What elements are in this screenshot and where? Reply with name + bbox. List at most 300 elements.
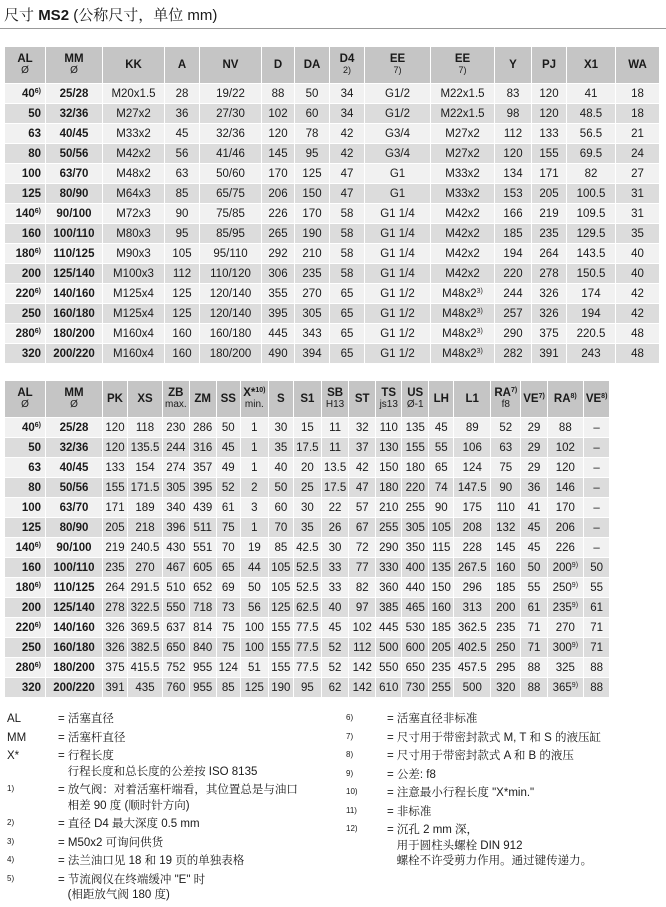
table-cell bbox=[295, 344, 330, 364]
cell-value: 160 bbox=[431, 601, 451, 614]
header-label: KK bbox=[125, 58, 142, 71]
cell-value: 45 bbox=[527, 541, 541, 554]
table-cell bbox=[128, 678, 163, 698]
cell-value: 63 bbox=[499, 441, 513, 454]
table-cell bbox=[402, 658, 429, 678]
cell-value: 243 bbox=[581, 347, 601, 360]
cell-value: 171 bbox=[539, 167, 559, 180]
table-cell bbox=[295, 164, 330, 184]
cell-value: 77.5 bbox=[296, 641, 319, 654]
table-cell bbox=[532, 304, 567, 324]
cell-value: 235 bbox=[552, 601, 572, 614]
table-cell bbox=[241, 558, 269, 578]
table-cell bbox=[103, 104, 165, 124]
table-row bbox=[5, 538, 610, 558]
cell-value: 267.5 bbox=[457, 561, 487, 574]
table-cell bbox=[495, 224, 532, 244]
header-label: AL bbox=[17, 387, 33, 399]
footnote-key: AL bbox=[7, 713, 22, 725]
table-cell bbox=[165, 164, 200, 184]
table-cell bbox=[548, 538, 584, 558]
cell-value: M160x4 bbox=[113, 347, 154, 360]
table-cell bbox=[454, 558, 491, 578]
table-cell bbox=[103, 478, 128, 498]
table-cell bbox=[454, 538, 491, 558]
cell-value: 391 bbox=[105, 681, 125, 694]
table-cell bbox=[532, 344, 567, 364]
table-cell bbox=[330, 184, 365, 204]
title-divider bbox=[0, 28, 666, 29]
header-footnote: 7) bbox=[510, 387, 518, 394]
table-cell bbox=[584, 498, 611, 518]
cell-value: M48x2 bbox=[442, 307, 477, 320]
cell-value: 143.5 bbox=[576, 247, 606, 260]
table-cell bbox=[128, 478, 163, 498]
footnote-ref: 6) bbox=[34, 421, 41, 429]
header-label: DA bbox=[303, 58, 321, 71]
column-header bbox=[190, 381, 217, 418]
table-row bbox=[5, 304, 660, 324]
footnote-ref: 3) bbox=[476, 327, 483, 335]
footnote-key: 6) bbox=[346, 713, 354, 722]
table-cell bbox=[294, 478, 322, 498]
table-cell bbox=[190, 638, 217, 658]
cell-value: 730 bbox=[405, 681, 425, 694]
cell-value: 61 bbox=[527, 601, 541, 614]
footnote-ref: 6) bbox=[34, 247, 41, 255]
cell-value: 89 bbox=[465, 421, 479, 434]
cell-value: 27/30 bbox=[216, 107, 245, 120]
table-cell bbox=[567, 164, 616, 184]
footnote bbox=[346, 768, 661, 784]
cell-value: 65/75 bbox=[216, 187, 245, 200]
cell-value: 180 bbox=[15, 581, 35, 594]
table-cell bbox=[548, 618, 584, 638]
table-cell bbox=[330, 324, 365, 344]
cell-value: 125 bbox=[172, 307, 192, 320]
table-cell bbox=[521, 578, 548, 598]
table-cell bbox=[495, 104, 532, 124]
cell-value: 210 bbox=[379, 501, 399, 514]
table-cell bbox=[616, 84, 660, 104]
cell-value: 652 bbox=[193, 581, 213, 594]
cell-value: 135.5 bbox=[130, 441, 160, 454]
table-cell bbox=[349, 618, 376, 638]
table-cell bbox=[616, 144, 660, 164]
table-cell bbox=[616, 224, 660, 244]
cell-value: 50/56 bbox=[59, 481, 89, 494]
cell-value: 325 bbox=[555, 661, 575, 674]
table-row bbox=[5, 458, 610, 478]
cell-value: 146 bbox=[555, 481, 575, 494]
table-row bbox=[5, 104, 660, 124]
cell-value: 160 bbox=[172, 327, 192, 340]
table-cell bbox=[295, 244, 330, 264]
table-cell bbox=[567, 224, 616, 244]
table-cell bbox=[262, 144, 295, 164]
cell-value: 1 bbox=[251, 441, 258, 454]
cell-value: 19/22 bbox=[216, 87, 245, 100]
rod-diameter-cell bbox=[46, 264, 103, 284]
column-header bbox=[454, 381, 491, 418]
column-header bbox=[429, 381, 454, 418]
cell-value: 145 bbox=[268, 147, 288, 160]
cell-value: 65 bbox=[340, 287, 354, 300]
table-cell bbox=[491, 678, 521, 698]
cell-value: 120 bbox=[503, 147, 523, 160]
cell-value: 355 bbox=[268, 287, 288, 300]
cell-value: 67 bbox=[355, 521, 369, 534]
table-cell bbox=[584, 438, 611, 458]
footnote-key: 12) bbox=[346, 824, 358, 833]
table-cell bbox=[584, 538, 611, 558]
table-cell bbox=[163, 598, 190, 618]
cell-value: 510 bbox=[166, 581, 186, 594]
cell-value: 180/200 bbox=[53, 327, 95, 340]
table-cell bbox=[241, 598, 269, 618]
table-cell bbox=[521, 458, 548, 478]
title-prefix: 尺寸 bbox=[4, 7, 35, 24]
cell-value: M42x2 bbox=[445, 227, 480, 240]
cell-value: 120/140 bbox=[209, 307, 252, 320]
table-cell bbox=[200, 324, 262, 344]
table-cell bbox=[128, 498, 163, 518]
title-code: MS2 bbox=[38, 7, 70, 24]
cell-value: 394 bbox=[302, 347, 322, 360]
table-cell bbox=[376, 478, 402, 498]
cell-value: 60 bbox=[274, 501, 288, 514]
cell-value: 290 bbox=[503, 327, 523, 340]
cell-value: 29 bbox=[527, 421, 541, 434]
rod-diameter-cell bbox=[46, 244, 103, 264]
cell-value: 65 bbox=[340, 327, 354, 340]
table-cell bbox=[200, 104, 262, 124]
table-cell bbox=[262, 224, 295, 244]
table-cell bbox=[241, 478, 269, 498]
cell-value: 170 bbox=[268, 167, 288, 180]
table-cell bbox=[349, 598, 376, 618]
cell-value: 42 bbox=[340, 147, 354, 160]
table-cell bbox=[217, 598, 241, 618]
cell-value: 175 bbox=[462, 501, 482, 514]
cell-value: 550 bbox=[379, 661, 399, 674]
table-cell bbox=[495, 204, 532, 224]
footnote-ref: 6) bbox=[34, 581, 41, 589]
header-label: MM bbox=[64, 53, 84, 65]
cell-value: 375 bbox=[105, 661, 125, 674]
cell-value: 357 bbox=[193, 461, 213, 474]
cell-value: 80 bbox=[28, 147, 41, 160]
table-cell bbox=[163, 578, 190, 598]
cell-value: 125 bbox=[244, 681, 264, 694]
cell-value: 814 bbox=[193, 621, 213, 634]
table-cell bbox=[376, 618, 402, 638]
table-cell bbox=[128, 558, 163, 578]
cell-value: 47 bbox=[340, 187, 354, 200]
cell-value: 160/180 bbox=[209, 327, 252, 340]
cell-value: 291.5 bbox=[130, 581, 160, 594]
table-cell bbox=[402, 518, 429, 538]
cell-value: 171.5 bbox=[130, 481, 160, 494]
table-cell bbox=[295, 184, 330, 204]
table-cell bbox=[294, 538, 322, 558]
cell-value: 219 bbox=[105, 541, 125, 554]
table-cell bbox=[294, 518, 322, 538]
table-cell bbox=[269, 558, 294, 578]
cell-value: 955 bbox=[193, 681, 213, 694]
footnote bbox=[7, 783, 327, 814]
table-cell bbox=[295, 224, 330, 244]
cell-value: 650 bbox=[405, 661, 425, 674]
cell-value: 110/125 bbox=[53, 581, 95, 594]
cell-value: 322.5 bbox=[130, 601, 160, 614]
cell-value: 120 bbox=[539, 87, 559, 100]
cell-value: 110 bbox=[379, 421, 398, 434]
piston-diameter-cell bbox=[5, 538, 46, 558]
cell-value: 69.5 bbox=[579, 147, 603, 160]
header-label: NV bbox=[222, 58, 239, 71]
cell-value: 26 bbox=[328, 521, 342, 534]
footnote-key: 10) bbox=[346, 787, 358, 796]
footnote-ref: 9) bbox=[571, 641, 579, 649]
header-footnote: 8) bbox=[601, 392, 608, 400]
table-cell bbox=[584, 578, 611, 598]
cell-value: 52 bbox=[221, 481, 235, 494]
header-label: PK bbox=[107, 392, 123, 405]
cell-value: 40 bbox=[631, 267, 644, 280]
table-cell bbox=[548, 558, 584, 578]
cell-value: 369.5 bbox=[130, 621, 160, 634]
footnote-ref: 3) bbox=[476, 287, 483, 295]
cell-value: 100 bbox=[244, 641, 264, 654]
cell-value: 226 bbox=[268, 207, 288, 220]
table-cell bbox=[616, 124, 660, 144]
cell-value: 88 bbox=[590, 681, 604, 694]
cell-value: 33 bbox=[328, 561, 342, 574]
cell-value: 155 bbox=[271, 621, 291, 634]
cell-value: 305 bbox=[405, 521, 425, 534]
header-label: S1 bbox=[300, 392, 315, 405]
table-cell bbox=[521, 658, 548, 678]
cell-value: 282 bbox=[503, 347, 523, 360]
table-cell bbox=[495, 264, 532, 284]
table-cell bbox=[217, 458, 241, 478]
table-cell bbox=[431, 344, 495, 364]
cell-value: 97 bbox=[355, 601, 369, 614]
table-cell bbox=[330, 224, 365, 244]
cell-value: – bbox=[593, 461, 600, 474]
table-cell bbox=[454, 678, 491, 698]
column-header bbox=[163, 381, 190, 418]
footnote-text: = 尺寸用于带密封款式 M, T 和 S 的液压缸 bbox=[387, 731, 601, 744]
cell-value: M33x2 bbox=[116, 127, 151, 140]
table-cell bbox=[365, 204, 431, 224]
footnote-ref: 9) bbox=[571, 561, 579, 569]
cell-value: 185 bbox=[431, 621, 451, 634]
cell-value: 75 bbox=[221, 641, 235, 654]
cell-value: M125x4 bbox=[113, 307, 154, 320]
cell-value: 154 bbox=[135, 461, 155, 474]
table-cell bbox=[402, 478, 429, 498]
header-label: RA bbox=[494, 387, 511, 399]
table-cell bbox=[584, 638, 611, 658]
footnote bbox=[346, 749, 661, 765]
table-cell bbox=[376, 538, 402, 558]
rod-diameter-cell bbox=[46, 224, 103, 244]
cell-value: 125/140 bbox=[53, 601, 95, 614]
cell-value: 220 bbox=[15, 621, 35, 634]
cell-value: 90 bbox=[175, 207, 189, 220]
cell-value: 235 bbox=[496, 621, 516, 634]
cell-value: 220 bbox=[503, 267, 523, 280]
cell-value: 235 bbox=[431, 661, 451, 674]
header-label: US bbox=[407, 387, 424, 399]
header-label: VE bbox=[585, 392, 602, 405]
cell-value: 255 bbox=[431, 681, 451, 694]
table-cell bbox=[491, 478, 521, 498]
column-header bbox=[548, 381, 584, 418]
cell-value: 22 bbox=[328, 501, 342, 514]
cell-value: G3/4 bbox=[385, 127, 410, 140]
cell-value: 637 bbox=[166, 621, 186, 634]
cell-value: 71 bbox=[590, 641, 604, 654]
table-cell bbox=[532, 204, 567, 224]
footnote bbox=[7, 749, 327, 780]
cell-value: 47 bbox=[340, 167, 354, 180]
cell-value: 180 bbox=[405, 461, 425, 474]
cell-value: 160/180 bbox=[53, 307, 95, 320]
column-header bbox=[567, 47, 616, 84]
cell-value: 320 bbox=[21, 347, 41, 360]
table-cell bbox=[349, 478, 376, 498]
table-cell bbox=[103, 264, 165, 284]
cell-value: 65 bbox=[221, 561, 235, 574]
cell-value: 155 bbox=[105, 481, 125, 494]
column-header bbox=[349, 381, 376, 418]
footnote bbox=[7, 712, 327, 728]
cell-value: 375 bbox=[539, 327, 559, 340]
table-cell bbox=[262, 164, 295, 184]
table-row bbox=[5, 618, 610, 638]
table-cell bbox=[548, 418, 584, 438]
cell-value: 36 bbox=[527, 481, 541, 494]
piston-diameter-cell bbox=[5, 224, 46, 244]
table-cell bbox=[616, 324, 660, 344]
cell-value: 605 bbox=[193, 561, 213, 574]
cell-value: 49 bbox=[221, 461, 235, 474]
column-header bbox=[616, 47, 660, 84]
header-label: S bbox=[277, 392, 285, 405]
cell-value: 100/110 bbox=[53, 227, 95, 240]
table-cell bbox=[402, 678, 429, 698]
table-cell bbox=[294, 618, 322, 638]
cell-value: 185 bbox=[503, 227, 523, 240]
cell-value: 194 bbox=[581, 307, 601, 320]
table-header-row bbox=[5, 47, 660, 84]
table-cell bbox=[429, 598, 454, 618]
table-cell bbox=[429, 478, 454, 498]
header-sub: 7) bbox=[393, 65, 402, 75]
cell-value: 82 bbox=[584, 167, 598, 180]
cell-value: 32 bbox=[355, 421, 369, 434]
cell-value: 75/85 bbox=[216, 207, 245, 220]
cell-value: 194 bbox=[503, 247, 523, 260]
cell-value: 90 bbox=[434, 501, 448, 514]
cell-value: 385 bbox=[379, 601, 399, 614]
table-cell bbox=[262, 284, 295, 304]
cell-value: 206 bbox=[555, 521, 575, 534]
cell-value: 55 bbox=[527, 581, 541, 594]
cell-value: 85/95 bbox=[216, 227, 245, 240]
header-footnote: 8) bbox=[570, 392, 577, 400]
cell-value: 360 bbox=[379, 581, 399, 594]
table-cell bbox=[431, 84, 495, 104]
cell-value: 58 bbox=[340, 207, 354, 220]
table-cell bbox=[200, 164, 262, 184]
footnote bbox=[7, 854, 327, 870]
cell-value: 19 bbox=[247, 541, 261, 554]
column-header bbox=[165, 47, 200, 84]
table-cell bbox=[584, 618, 611, 638]
cell-value: 48 bbox=[631, 327, 644, 340]
page-title bbox=[4, 4, 217, 25]
rod-diameter-cell bbox=[46, 598, 103, 618]
table-row bbox=[5, 518, 610, 538]
table-cell bbox=[454, 518, 491, 538]
cell-value: 32/36 bbox=[216, 127, 245, 140]
table-cell bbox=[163, 558, 190, 578]
table-cell bbox=[322, 678, 349, 698]
header-footnote: 7) bbox=[538, 392, 545, 400]
table-row bbox=[5, 558, 610, 578]
table-cell bbox=[190, 678, 217, 698]
footnote-ref: 6) bbox=[34, 327, 41, 335]
cell-value: 102 bbox=[352, 621, 372, 634]
table-cell bbox=[454, 578, 491, 598]
cell-value: 41 bbox=[584, 87, 598, 100]
table-cell bbox=[429, 418, 454, 438]
table-cell bbox=[495, 84, 532, 104]
piston-diameter-cell bbox=[5, 638, 46, 658]
cell-value: 11 bbox=[329, 441, 342, 454]
cell-value: 205 bbox=[431, 641, 451, 654]
table-cell bbox=[128, 658, 163, 678]
table-cell bbox=[349, 558, 376, 578]
cell-value: 77 bbox=[355, 561, 369, 574]
cell-value: 1 bbox=[251, 421, 258, 434]
table-cell bbox=[262, 344, 295, 364]
cell-value: 316 bbox=[193, 441, 213, 454]
table-cell bbox=[532, 84, 567, 104]
cell-value: 440 bbox=[405, 581, 425, 594]
cell-value: 65 bbox=[340, 347, 354, 360]
footnote bbox=[7, 836, 327, 852]
table-cell bbox=[217, 658, 241, 678]
table-cell bbox=[190, 598, 217, 618]
footnote-text: = 活塞杆直径 bbox=[58, 731, 126, 744]
cell-value: 63/70 bbox=[59, 501, 89, 514]
table-cell bbox=[616, 204, 660, 224]
table-cell bbox=[128, 538, 163, 558]
cell-value: 326 bbox=[539, 307, 559, 320]
cell-value: 112 bbox=[503, 127, 523, 140]
cell-value: 124 bbox=[462, 461, 482, 474]
cell-value: 250 bbox=[552, 581, 572, 594]
cell-value: 270 bbox=[135, 561, 155, 574]
table-cell bbox=[376, 438, 402, 458]
table-cell bbox=[103, 658, 128, 678]
cell-value: 270 bbox=[302, 287, 322, 300]
